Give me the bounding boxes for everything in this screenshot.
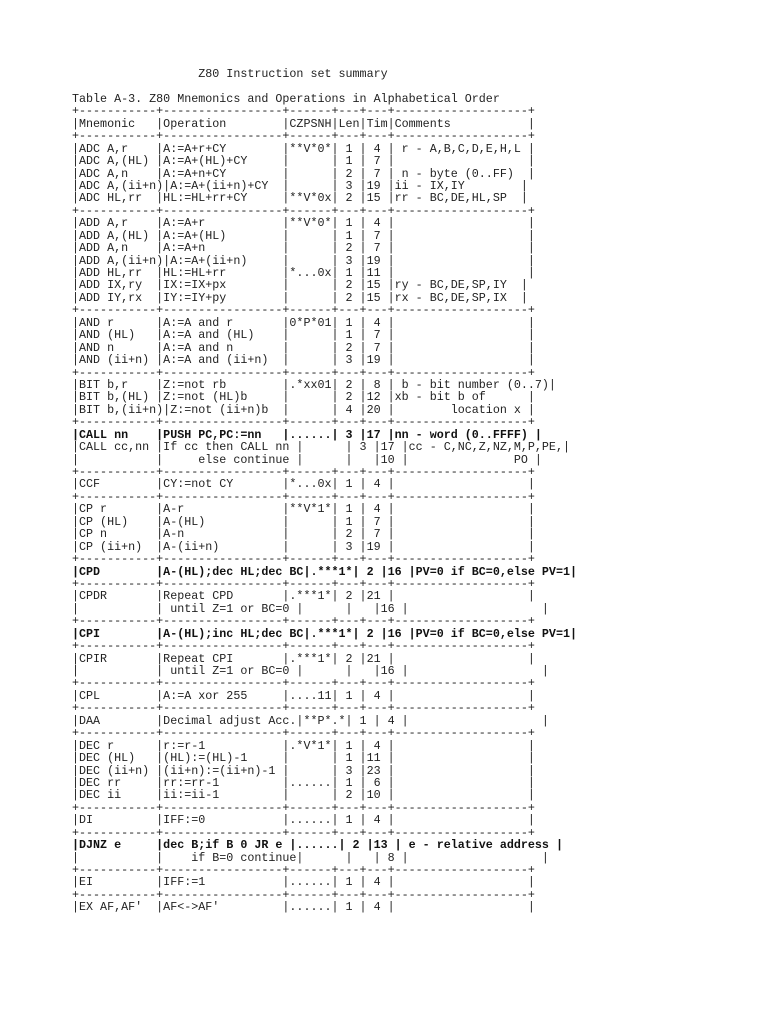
table-row: |CP r |A-r |**V*1*| 1 | 4 | |	[72, 502, 535, 517]
table-row: | | until Z=1 or BC=0 | | |16 | |	[72, 664, 549, 678]
table-rule: +-----------+-----------------+------+---+---+-------------------+	[72, 489, 535, 504]
table-row: | | else continue | | |10 | PO |	[72, 452, 542, 467]
table-row: |CPIR |Repeat CPI |.***1*| 2 |21 | |	[72, 651, 535, 666]
table-rule: +-----------+-----------------+------+---+---+-------------------+	[72, 465, 535, 479]
table-row: |DEC (ii+n) |(ii+n):=(ii+n)-1 | | 3 |23 | |	[72, 763, 535, 778]
table-row: |DI |IFF:=0 |......| 1 | 4 | |	[72, 813, 535, 828]
table-rule: +-----------+-----------------+------+---+---+-------------------+	[72, 415, 535, 430]
table-row: |CPDR |Repeat CPD |.***1*| 2 |21 | |	[72, 589, 535, 604]
table-row: | | until Z=1 or BC=0 | | |16 | |	[72, 601, 549, 616]
table-row: |CCF |CY:=not CY |*...0x| 1 | 4 | |	[72, 477, 535, 492]
document-page	[72, 68, 577, 914]
table-row: |DEC r |r:=r-1 |.*V*1*| 1 | 4 | |	[72, 738, 535, 753]
table-rule: +-----------+-----------------+------+---+---+-------------------+	[72, 726, 535, 741]
table-rule: +-----------+-----------------+------+---+---+-------------------+	[72, 863, 535, 877]
table-row: |CPL |A:=A xor 255 |....11| 1 | 4 | |	[72, 688, 535, 703]
table-rule: +-----------+-----------------+------+---+---+-------------------+	[72, 129, 535, 144]
table-row: |CPI |A-(HL);inc HL;dec BC|.***1*| 2 |16 |PV=0 if BC=0,else PV=1|	[72, 626, 577, 641]
table-row: |BIT b,r |Z:=not rb |.*xx01| 2 | 8 | b - bit number (0..7)|	[72, 377, 556, 392]
table-row: |ADC A,(ii+n)|A:=A+(ii+n)+CY | | 3 |19 |ii - IX,IY |	[72, 178, 528, 193]
table-rule: +-----------+-----------------+------+---+---+-------------------+	[72, 576, 535, 591]
table-row: |AND n |A:=A and n | | 2 | 7 | |	[72, 340, 535, 355]
table-row: |ADD A,(HL) |A:=A+(HL) | | 1 | 7 | |	[72, 228, 535, 243]
table-row: |CPD |A-(HL);dec HL;dec BC|.***1*| 2 |16 |PV=0 if BC=0,else PV=1|	[72, 564, 577, 579]
table-rule: +-----------+-----------------+------+---+---+-------------------+	[72, 552, 535, 567]
table-row: |AND (HL) |A:=A and (HL) | | 1 | 7 | |	[72, 328, 535, 343]
table-row: |CALL cc,nn |If cc then CALL nn | | 3 |17 |cc - C,NC,Z,NZ,M,P,PE,|	[72, 440, 570, 455]
text-line: Z80 Instruction set summary	[72, 67, 388, 81]
table-row: |ADD A,n |A:=A+n | | 2 | 7 | |	[72, 241, 535, 256]
table-row: |AND (ii+n) |A:=A and (ii+n) | | 3 |19 | |	[72, 353, 535, 368]
table-rule: +-----------+-----------------+------+---+---+-------------------+	[72, 825, 535, 840]
table-row: |CP (HL) |A-(HL) | | 1 | 7 | |	[72, 514, 535, 529]
table-row: |DEC (HL) |(HL):=(HL)-1 | | 1 |11 | |	[72, 751, 535, 766]
table-rule: +-----------+-----------------+------+---+---+-------------------+	[72, 303, 535, 318]
table-row: |EX AF,AF' |AF<->AF' |......| 1 | 4 | |	[72, 900, 535, 915]
table-rule: +-----------+-----------------+------+---+---+-------------------+	[72, 800, 535, 815]
table-row: |ADC HL,rr |HL:=HL+rr+CY |**V*0x| 2 |15 |rr - BC,DE,HL,SP |	[72, 191, 528, 206]
table-row: |DJNZ e |dec B;if B 0 JR e |......| 2 |13 | e - relative address |	[72, 838, 563, 853]
table-rule: +-----------+-----------------+------+---+---+-------------------+	[72, 203, 535, 218]
table-row: |DEC rr |rr:=rr-1 |......| 1 | 6 | |	[72, 775, 535, 790]
table-rule: +-----------+-----------------+------+---+---+-------------------+	[72, 104, 535, 119]
table-rule: +-----------+-----------------+------+---+---+-------------------+	[72, 365, 535, 380]
table-row: |DAA |Decimal adjust Acc.|**P*.*| 1 | 4 | |	[72, 713, 549, 728]
table-row: |CALL nn |PUSH PC,PC:=nn |......| 3 |17 |nn - word (0..FFFF) |	[72, 427, 542, 442]
table-row: | | if B=0 continue| | | 8 | |	[72, 850, 549, 865]
table-row: |ADC A,(HL) |A:=A+(HL)+CY | | 1 | 7 | |	[72, 154, 535, 169]
text-line: Table A-3. Z80 Mnemonics and Operations in Alphabetical Order	[72, 91, 500, 106]
table-rule: +-----------+-----------------+------+---+---+-------------------+	[72, 887, 535, 902]
table-row: |CP (ii+n) |A-(ii+n) | | 3 |19 | |	[72, 539, 535, 554]
table-rule: +-----------+-----------------+------+---+---+-------------------+	[72, 701, 535, 716]
text-line	[72, 80, 577, 92]
table-row: |DEC ii |ii:=ii-1 | | 2 |10 | |	[72, 788, 535, 803]
table-row: |ADD HL,rr |HL:=HL+rr |*...0x| 1 |11 | |	[72, 266, 535, 280]
table-row: |ADD IX,ry |IX:=IX+px | | 2 |15 |ry - BC,DE,SP,IY |	[72, 278, 528, 293]
table-row: |AND r |A:=A and r |0*P*01| 1 | 4 | |	[72, 315, 535, 330]
table-row: |Mnemonic |Operation |CZPSNH|Len|Tim|Comments |	[72, 116, 535, 131]
table-row: |ADD A,r |A:=A+r |**V*0*| 1 | 4 | |	[72, 216, 535, 231]
table-row: |ADD A,(ii+n)|A:=A+(ii+n) | | 3 |19 | |	[72, 253, 535, 268]
table-row: |BIT b,(ii+n)|Z:=not (ii+n)b | | 4 |20 | location x |	[72, 402, 535, 417]
table-rule: +-----------+-----------------+------+---+---+-------------------+	[72, 676, 535, 691]
table-rule: +-----------+-----------------+------+---+---+-------------------+	[72, 614, 535, 629]
table-row: |BIT b,(HL) |Z:=not (HL)b | | 2 |12 |xb - bit b of |	[72, 390, 535, 405]
table-rule: +-----------+-----------------+------+---+---+-------------------+	[72, 639, 535, 654]
table-row: |ADD IY,rx |IY:=IY+py | | 2 |15 |rx - BC,DE,SP,IX |	[72, 290, 528, 305]
table-row: |ADC A,n |A:=A+n+CY | | 2 | 7 | n - byte (0..FF) |	[72, 166, 535, 181]
table-row: |ADC A,r |A:=A+r+CY |**V*0*| 1 | 4 | r - A,B,C,D,E,H,L |	[72, 141, 535, 156]
table-row: |EI |IFF:=1 |......| 1 | 4 | |	[72, 875, 535, 890]
table-row: |CP n |A-n | | 2 | 7 | |	[72, 527, 535, 542]
